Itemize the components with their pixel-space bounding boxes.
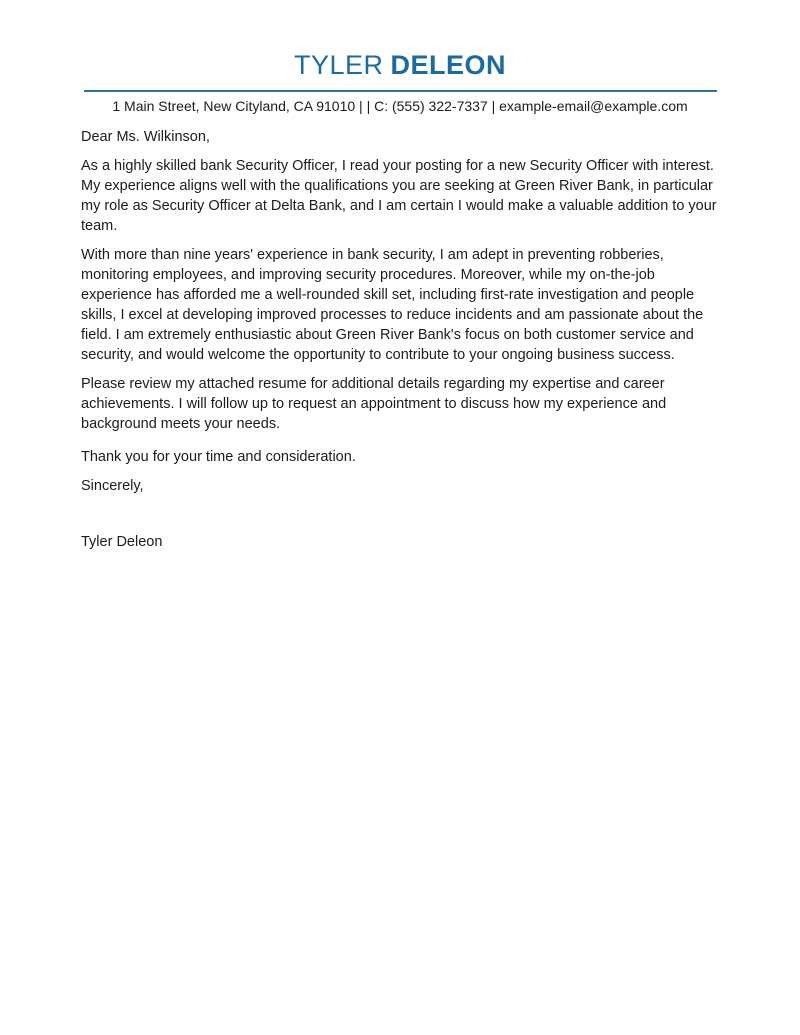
signature-name: Tyler Deleon xyxy=(81,534,163,550)
salutation: Dear Ms. Wilkinson, xyxy=(81,129,210,145)
letterhead xyxy=(0,0,800,114)
paragraph-experience: With more than nine years' experience in bank security, I am adept in preventing robberies, monitoring employees, and improving security procedures. Moreover, while my on-the-job experience has afforded me a well-rounded skill set, including first-rate investigation and people skills, I excel at developing improved processes to reduce incidents and am passionate about the field. I am extremely enthusiastic about Green River Bank's focus on both customer service and security, and would welcome the opportunity to contribute to your ongoing business success. xyxy=(81,247,704,363)
letter-body xyxy=(81,127,722,552)
candidate-last-name: DELEON xyxy=(390,50,507,80)
closing-thanks: Thank you for your time and consideration. xyxy=(81,449,356,465)
paragraph-introduction: As a highly skilled bank Security Officer, I read your posting for a new Security Officer with interest. My experience aligns well with the qualifications you are seeking at Green River Bank, in particular my role as Security Officer at Delta Bank, and I am certain I would make a valuable addition to your team. xyxy=(81,158,717,234)
closing-salutation: Sincerely, xyxy=(81,478,144,494)
header-divider xyxy=(84,90,717,92)
contact-line: 1 Main Street, New Cityland, CA 91010 | | C: (555) 322-7337 | example-email@example.com xyxy=(112,98,688,114)
candidate-name xyxy=(0,0,800,79)
paragraph-resume-request: Please review my attached resume for additional details regarding my expertise and career achievements. I will follow up to request an appointment to discuss how my experience and background meets your needs. xyxy=(81,376,667,432)
candidate-first-name: TYLER xyxy=(293,50,384,80)
